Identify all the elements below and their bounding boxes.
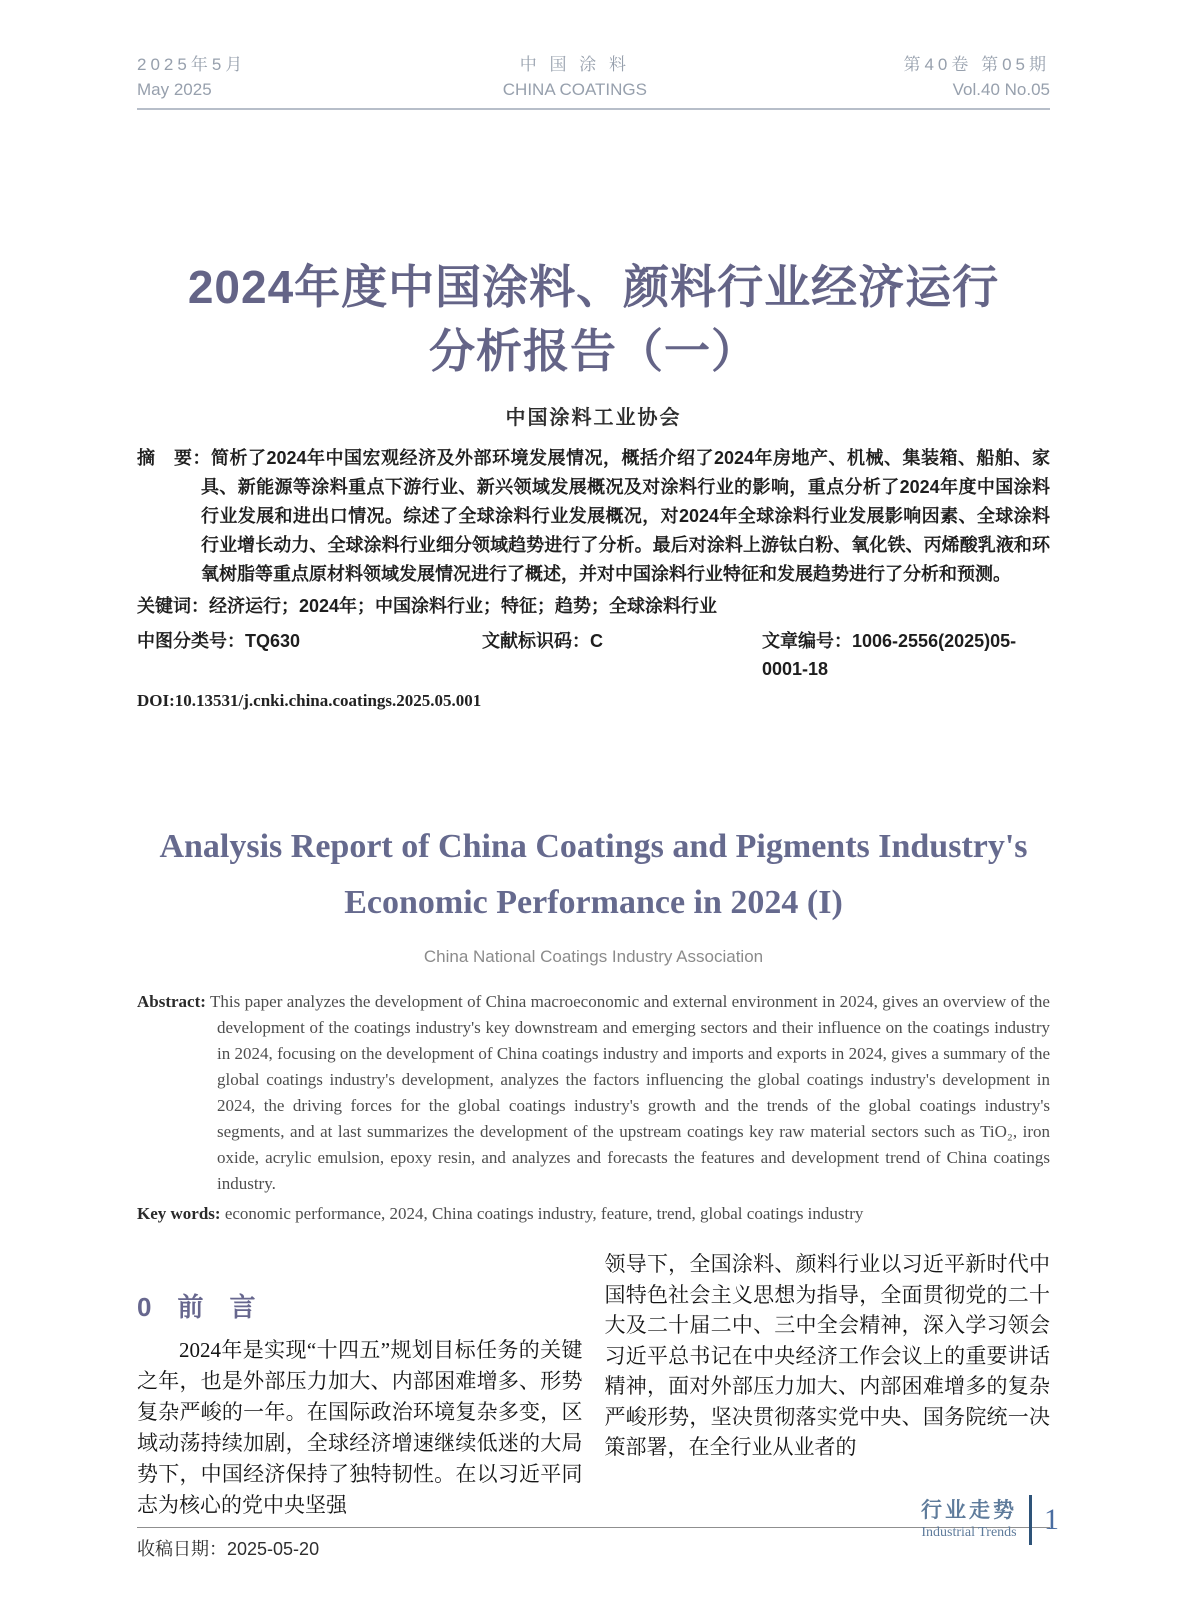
- article-title-cn-line2: 分析报告（一）: [429, 325, 758, 377]
- keywords-cn-text: 经济运行；2024年；中国涂料行业；特征；趋势；全球涂料行业: [209, 596, 718, 616]
- article-author-cn: 中国涂料工业协会: [505, 407, 682, 429]
- abstract-cn-label: 摘 要：: [137, 448, 211, 468]
- received-date-footnote: 收稿日期：2025-05-20: [137, 1539, 320, 1559]
- footer-column-en: Industrial Trends: [921, 1525, 1017, 1540]
- article-title-en: [137, 819, 1050, 931]
- keywords-cn-label: 关键词：: [137, 596, 209, 616]
- footer-column-cn: 行业走势: [921, 1499, 1017, 1522]
- classification-meta-row: [137, 627, 1050, 683]
- body-column-right: [605, 1227, 1051, 1521]
- journal-name-cn: 中 国 涂 料: [519, 55, 630, 74]
- volume-issue-en: Vol.40 No.05: [952, 80, 1050, 99]
- header-journal-name: [503, 52, 647, 102]
- clc-number: 中图分类号：TQ630: [137, 631, 301, 651]
- article-number: 文章编号：1006-2556(2025)05-0001-18: [762, 631, 1017, 679]
- article-title-en-line2: Economic Performance in 2024 (I): [344, 884, 843, 921]
- header-volume-issue: [903, 52, 1050, 102]
- article-title-cn-line1: 2024年度中国涂料、颜料行业经济运行: [187, 261, 1000, 313]
- footnote-rule: [137, 1527, 1050, 1528]
- abstract-cn: [137, 444, 1050, 589]
- intro-paragraph-right: 领导下，全国涂料、颜料行业以习近平新时代中国特色社会主义思想为指导，全面贯彻党的二十大及二十届二中、三中全会精神，深入学习领会习近平总书记在中央经济工作会议上的重要讲话精神，面对外部压力加大、内部困难增多的复杂严峻形势，坚决贯彻落实党中央、国务院统一决策部署，在全行业从业者的: [604, 1252, 1050, 1459]
- volume-issue-cn: 第40卷 第05期: [903, 55, 1050, 74]
- body-columns: [137, 1227, 1050, 1521]
- abstract-en-text: This paper analyzes the development of China macroeconomic and external environment in 2024, gives an overview of the development of the coatings industry's key downstream and emerging sectors and their influence on the coatings industry in 2024, focusing on the development of China coatings industry and imports and exports in 2024, gives a summary of the global coatings industry's development, analyzes the factors influencing the global coatings industry's development in 2024, the driving forces for the global coatings industry's growth and the trends of the global coatings industry's segments, and at last summarizes the development of the upstream coatings key raw material sectors such as TiO₂, iron oxide, acrylic emulsion, epoxy resin, and analyzes and forecasts the features and development trend of China coatings industry.: [210, 992, 1050, 1193]
- article-author-en: China National Coatings Industry Association: [423, 947, 764, 966]
- header-divider-rule: [137, 108, 1050, 110]
- abstract-en-label: Abstract:: [137, 992, 206, 1011]
- header-issue-date: [137, 52, 246, 102]
- footer-column-label: [921, 1498, 1017, 1542]
- keywords-en: [137, 1201, 1050, 1227]
- footer-divider-bar: [1029, 1495, 1032, 1545]
- intro-paragraph-left: 2024年是实现“十四五”规划目标任务的关键之年，也是外部压力加大、内部困难增多、形势复杂严峻的一年。在国际政治环境复杂多变，区域动荡持续加剧，全球经济增速继续低迷的大局势下，中国经济保持了独特韧性。在以习近平同志为核心的党中央坚强: [137, 1338, 583, 1517]
- issue-date-en: May 2025: [137, 80, 212, 99]
- article-title-cn: [137, 255, 1050, 383]
- page-footer: [921, 1495, 1059, 1545]
- article-title-en-line1: Analysis Report of China Coatings and Pigments Industry's: [159, 828, 1028, 865]
- keywords-en-label: Key words:: [137, 1204, 221, 1223]
- body-column-left: [137, 1227, 583, 1521]
- abstract-en: [137, 989, 1050, 1197]
- abstract-cn-text: 简析了2024年中国宏观经济及外部环境发展情况，概括介绍了2024年房地产、机械、集装箱、船舶、家具、新能源等涂料重点下游行业、新兴领域发展概况及对涂料行业的影响，重点分析了2024年度中国涂料行业发展和进出口情况。综述了全球涂料行业发展概况，对2024年全球涂料行业发展影响因素、全球涂料行业增长动力、全球涂料行业细分领域趋势进行了分析。最后对涂料上游钛白粉、氧化铁、丙烯酸乳液和环氧树脂等重点原材料领域发展情况进行了概述，并对中国涂料行业特征和发展趋势进行了分析和预测。: [201, 448, 1050, 584]
- doi: DOI:10.13531/j.cnki.china.coatings.2025.05.001: [137, 691, 482, 710]
- journal-header: [137, 0, 1050, 102]
- journal-name-en: CHINA COATINGS: [502, 80, 647, 99]
- keywords-cn: [137, 592, 1050, 621]
- section-heading-intro: 0 前 言: [137, 1292, 256, 1322]
- page-number: 1: [1044, 1503, 1059, 1536]
- issue-date-cn: 2025年5月: [137, 55, 247, 74]
- document-code: 文献标识码：C: [482, 631, 603, 651]
- keywords-en-text: economic performance, 2024, China coatings industry, feature, trend, global coatings industry: [224, 1204, 864, 1223]
